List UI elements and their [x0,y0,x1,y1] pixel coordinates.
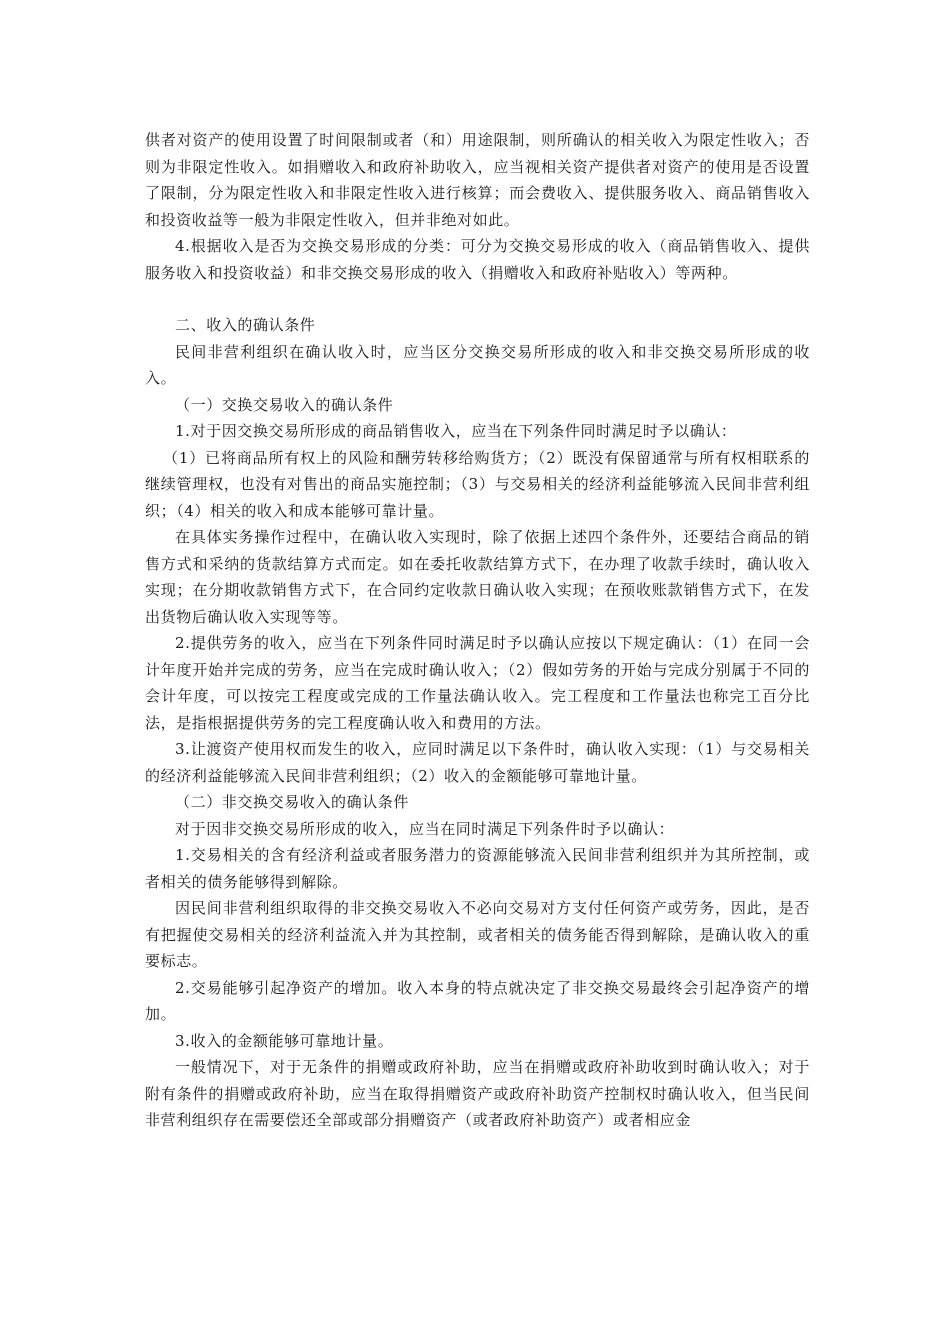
section-heading-2: 二、收入的确认条件 [175,316,316,334]
document-page [145,127,810,1134]
paragraph-condition-2: 2.交易能够引起净资产的增加。收入本身的特点就决定了非交换交易最终会引起净资产的增加。 [145,978,810,1023]
paragraph-transfer-rights: 3.让渡资产使用权而发生的收入，应同时满足以下条件时，确认收入实现：（1）与交易相关的经济利益能够流入民间非营利组织；（2）收入的金额能够可靠地计量。 [145,740,810,785]
paragraph-conditions: （1）已将商品所有权上的风险和酬劳转移给购货方；（2）既没有保留通常与所有权相联系的继续管理权，也没有对售出的商品实施控制；（3）与交易相关的经济利益能够流入民间非营利组织；（4）相关的收入和成本能够可靠计量。 [145,448,810,520]
paragraph-classification-4: 4.根据收入是否为交换交易形成的分类：可分为交换交易形成的收入（商品销售收入、提供服务收入和投资收益）和非交换交易形成的收入（捐赠收入和政府补贴收入）等两种。 [145,237,810,282]
paragraph-gap [145,286,810,312]
paragraph-condition-1: 1.交易相关的含有经济利益或者服务潜力的资源能够流入民间非营利组织并为其所控制，或者相关的债务能够得到解除。 [145,846,810,891]
paragraph-general-case: 一般情况下，对于无条件的捐赠或政府补助，应当在捐赠或政府补助收到时确认收入；对于附有条件的捐赠或政府补助，应当在取得捐赠资产或政府补助资产控制权时确认收入，但当民间非营利组织存在需要偿还全部或部分捐赠资产（或者政府补助资产）或者相应金 [145,1058,810,1129]
paragraph-services: 2.提供劳务的收入，应当在下列条件同时满足时予以确认应按以下规定确认：（1）在同一会计年度开始并完成的劳务，应当在完成时确认收入；（2）假如劳务的开始与完成分别属于不同的会计年度，可以按完工程度或完成的工作量法确认收入。完工程度和工作量法也称完工百分比法，是指根据提供劳务的完工程度确认收入和费用的方法。 [145,634,810,732]
subsection-heading-non-exchange: （二）非交换交易收入的确认条件 [175,793,410,811]
subsection-heading-exchange: （一）交换交易收入的确认条件 [175,395,394,414]
paragraph-condition-1-explain: 因民间非营利组织取得的非交换交易收入不必向交易对方支付任何资产或劳务，因此，是否有把握使交易相关的经济利益流入并为其控制，或者相关的债务能否得到解除，是确认收入的重要标志。 [145,899,810,970]
paragraph-condition-3: 3.收入的金额能够可靠地计量。 [175,1031,394,1050]
paragraph-intro: 民间非营利组织在确认收入时，应当区分交换交易所形成的收入和非交换交易所形成的收入。 [145,342,810,387]
paragraph-continuation: 供者对资产的使用设置了时间限制或者（和）用途限制，则所确认的相关收入为限定性收入；否则为非限定性收入。如捐赠收入和政府补助收入，应当视相关资产提供者对资产的使用是否设置了限制，分为限定性收入和非限定性收入进行核算；而会费收入、提供服务收入、商品销售收入和投资收益等一般为非限定性收入，但并非绝对如此。 [145,131,810,229]
paragraph-goods-sales: 1.对于因交换交易所形成的商品销售收入，应当在下列条件同时满足时予以确认： [175,422,737,440]
paragraph-practice: 在具体实务操作过程中，在确认收入实现时，除了依据上述四个条件外，还要结合商品的销售方式和采纳的货款结算方式而定。如在委托收款结算方式下，在办理了收款手续时，确认收入实现；在分期收款销售方式下，在合同约定收款日确认收入实现；在预收账款销售方式下，在发出货物后确认收入实现等等。 [145,528,810,626]
paragraph-non-exchange-intro: 对于因非交换交易所形成的收入，应当在同时满足下列条件时予以确认： [175,819,675,838]
